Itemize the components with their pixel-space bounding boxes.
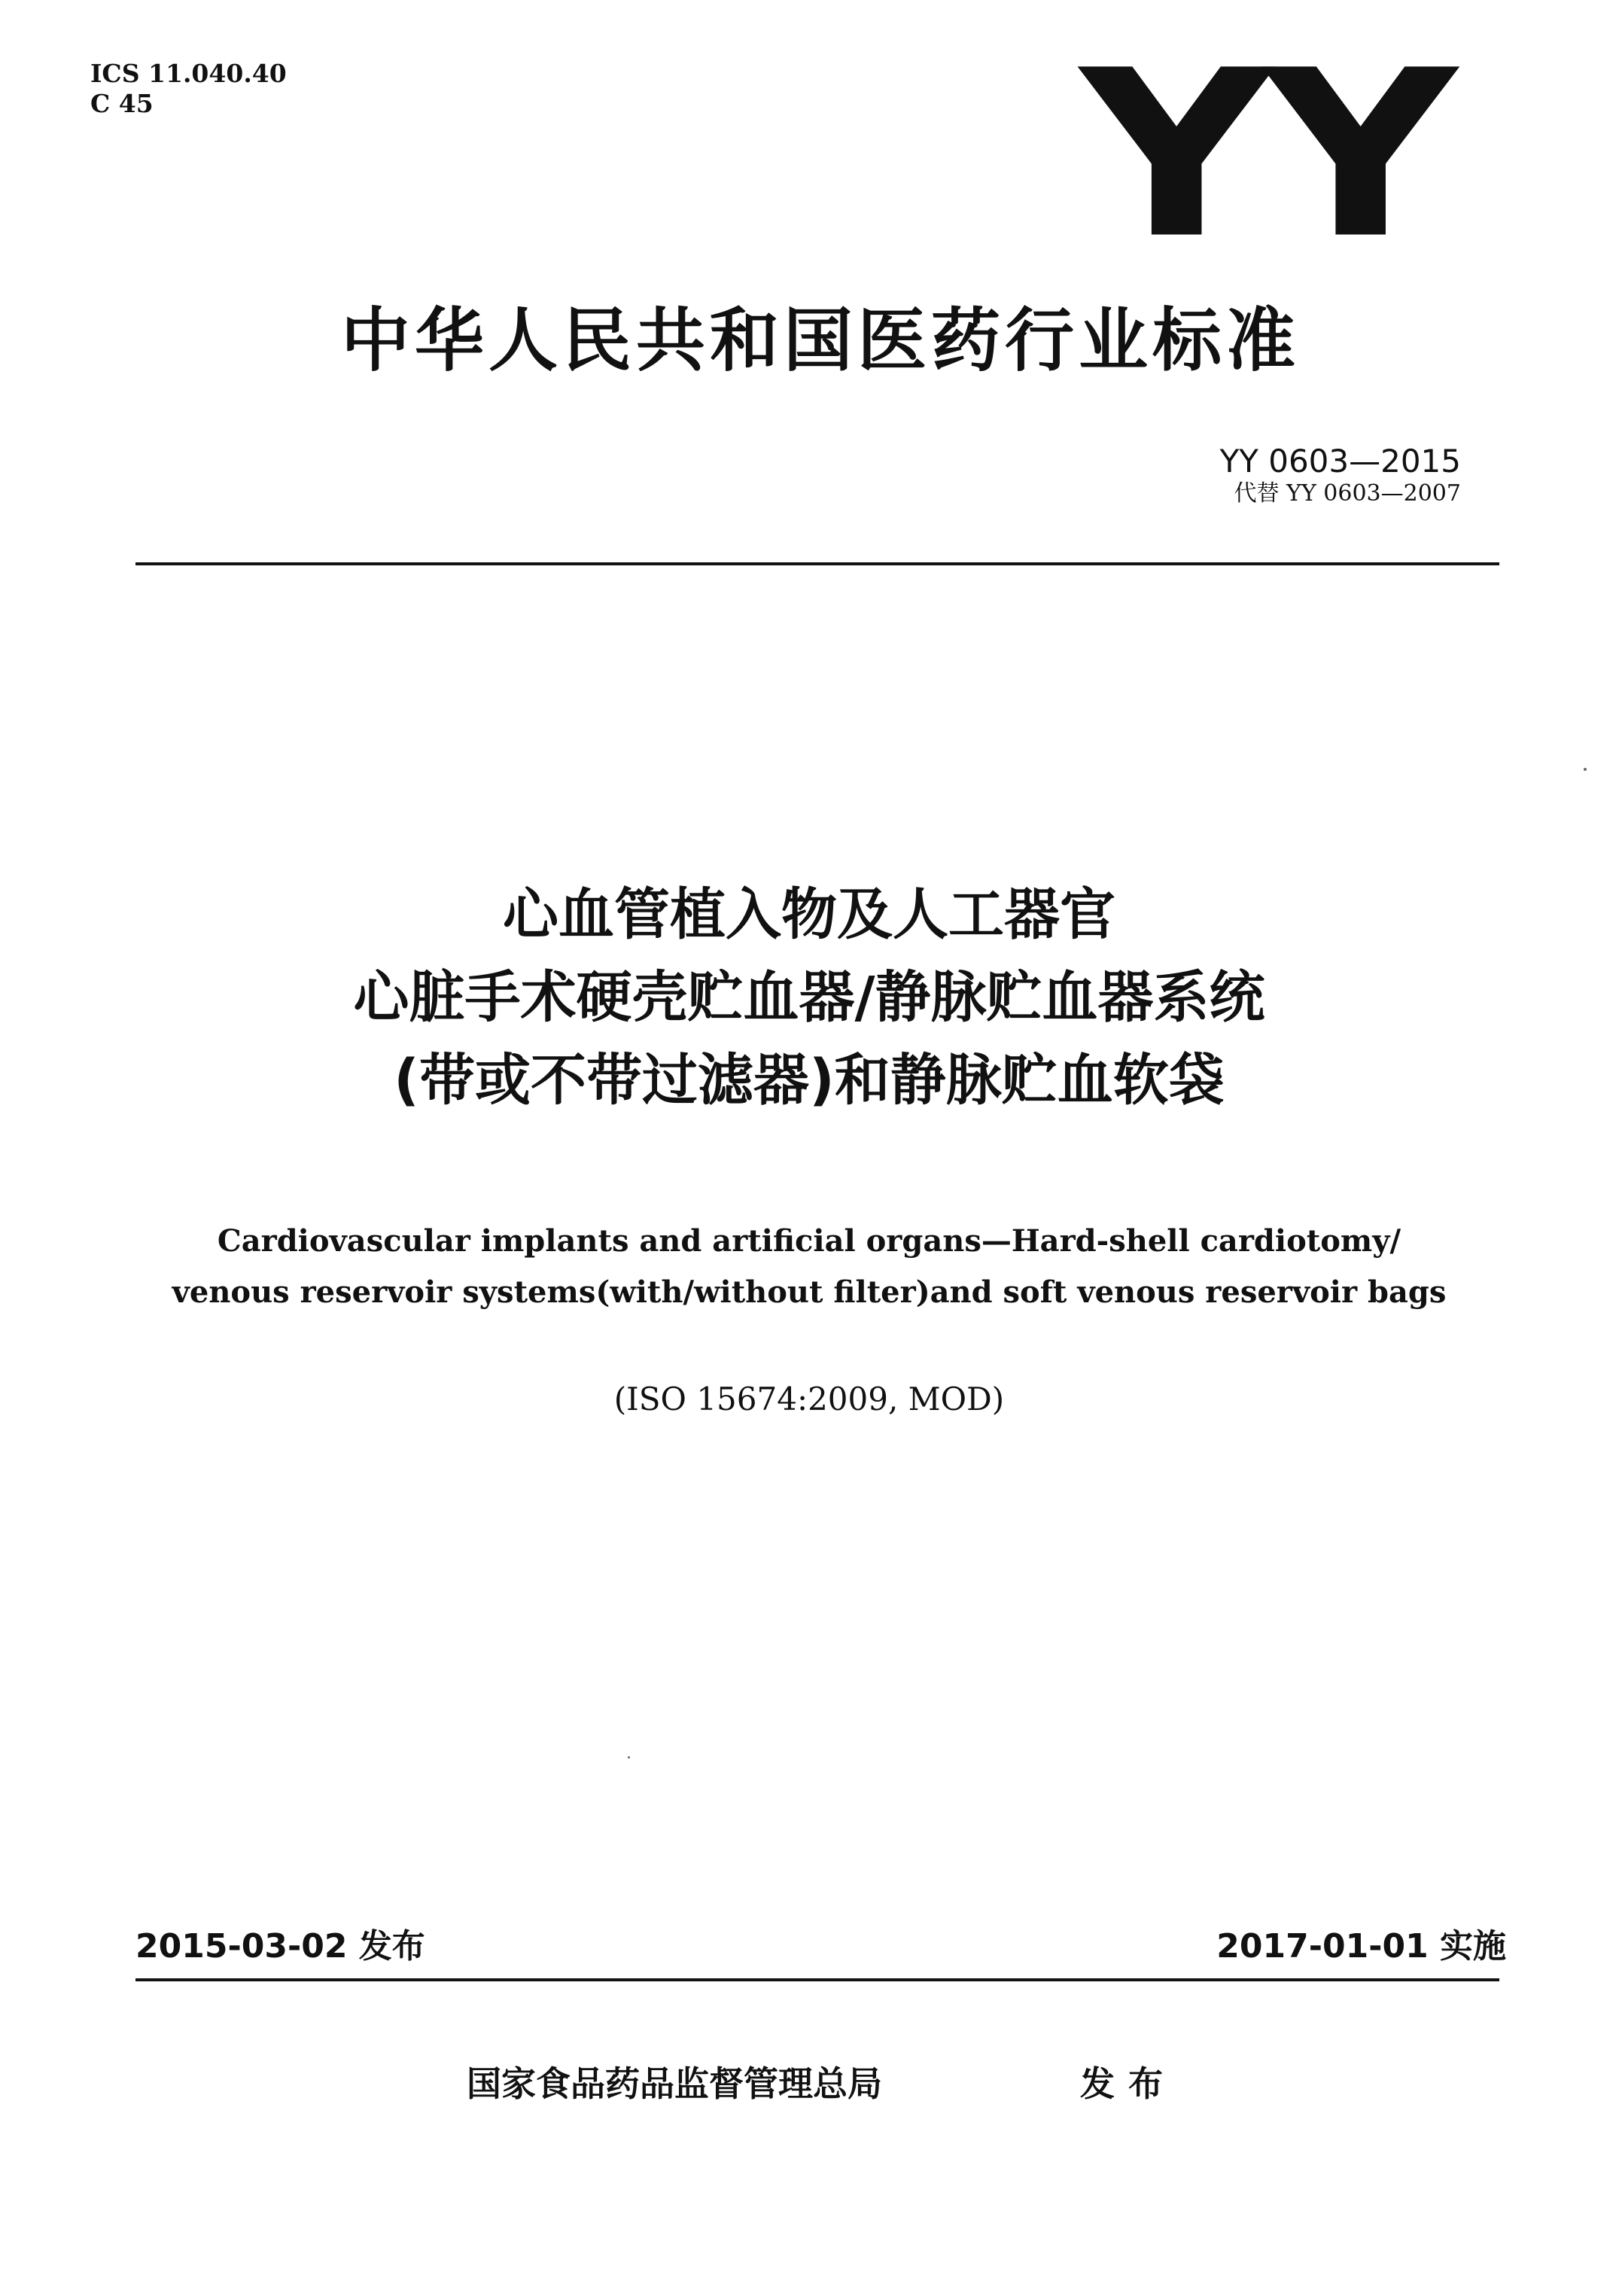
- chinese-title-line-1: 心血管植入物及人工器官: [503, 882, 1115, 947]
- publish-label: 发布: [1080, 2063, 1176, 2104]
- effective-date: 2017-01-01 实施: [1216, 1927, 1506, 1966]
- chinese-title-line-3: (带或不带过滤器)和静脉贮血软袋: [394, 1048, 1225, 1113]
- publisher-name: 国家食品药品监督管理总局: [467, 2063, 882, 2104]
- chinese-title: [90, 873, 1528, 1122]
- bottom-rule: [135, 1978, 1499, 1981]
- yy-logo: YY: [1080, 20, 1449, 289]
- ccs-code: C 45: [90, 89, 154, 118]
- scan-speck: [1584, 768, 1587, 771]
- english-title-line-1: Cardiovascular implants and artificial organs—Hard-shell cardiotomy/: [217, 1223, 1401, 1259]
- ics-code: ICS 11.040.40: [90, 59, 287, 88]
- standard-code: YY 0603—2015: [1219, 443, 1461, 480]
- classification-codes: [90, 59, 287, 119]
- issue-date: 2015-03-02 发布: [135, 1927, 425, 1966]
- standard-heading: 中华人民共和国医药行业标准: [340, 300, 1300, 381]
- replaces-code: 代替 YY 0603—2007: [1234, 480, 1461, 507]
- scan-speck: [628, 1756, 630, 1759]
- iso-reference: (ISO 15674:2009, MOD): [613, 1381, 1005, 1417]
- chinese-title-line-2: 心脏手术硬壳贮血器/静脉贮血器系统: [353, 965, 1265, 1030]
- english-title-line-2: venous reservoir systems(with/without filter)and soft venous reservoir bags: [172, 1274, 1447, 1310]
- english-title: [90, 1216, 1528, 1318]
- top-rule: [135, 562, 1499, 565]
